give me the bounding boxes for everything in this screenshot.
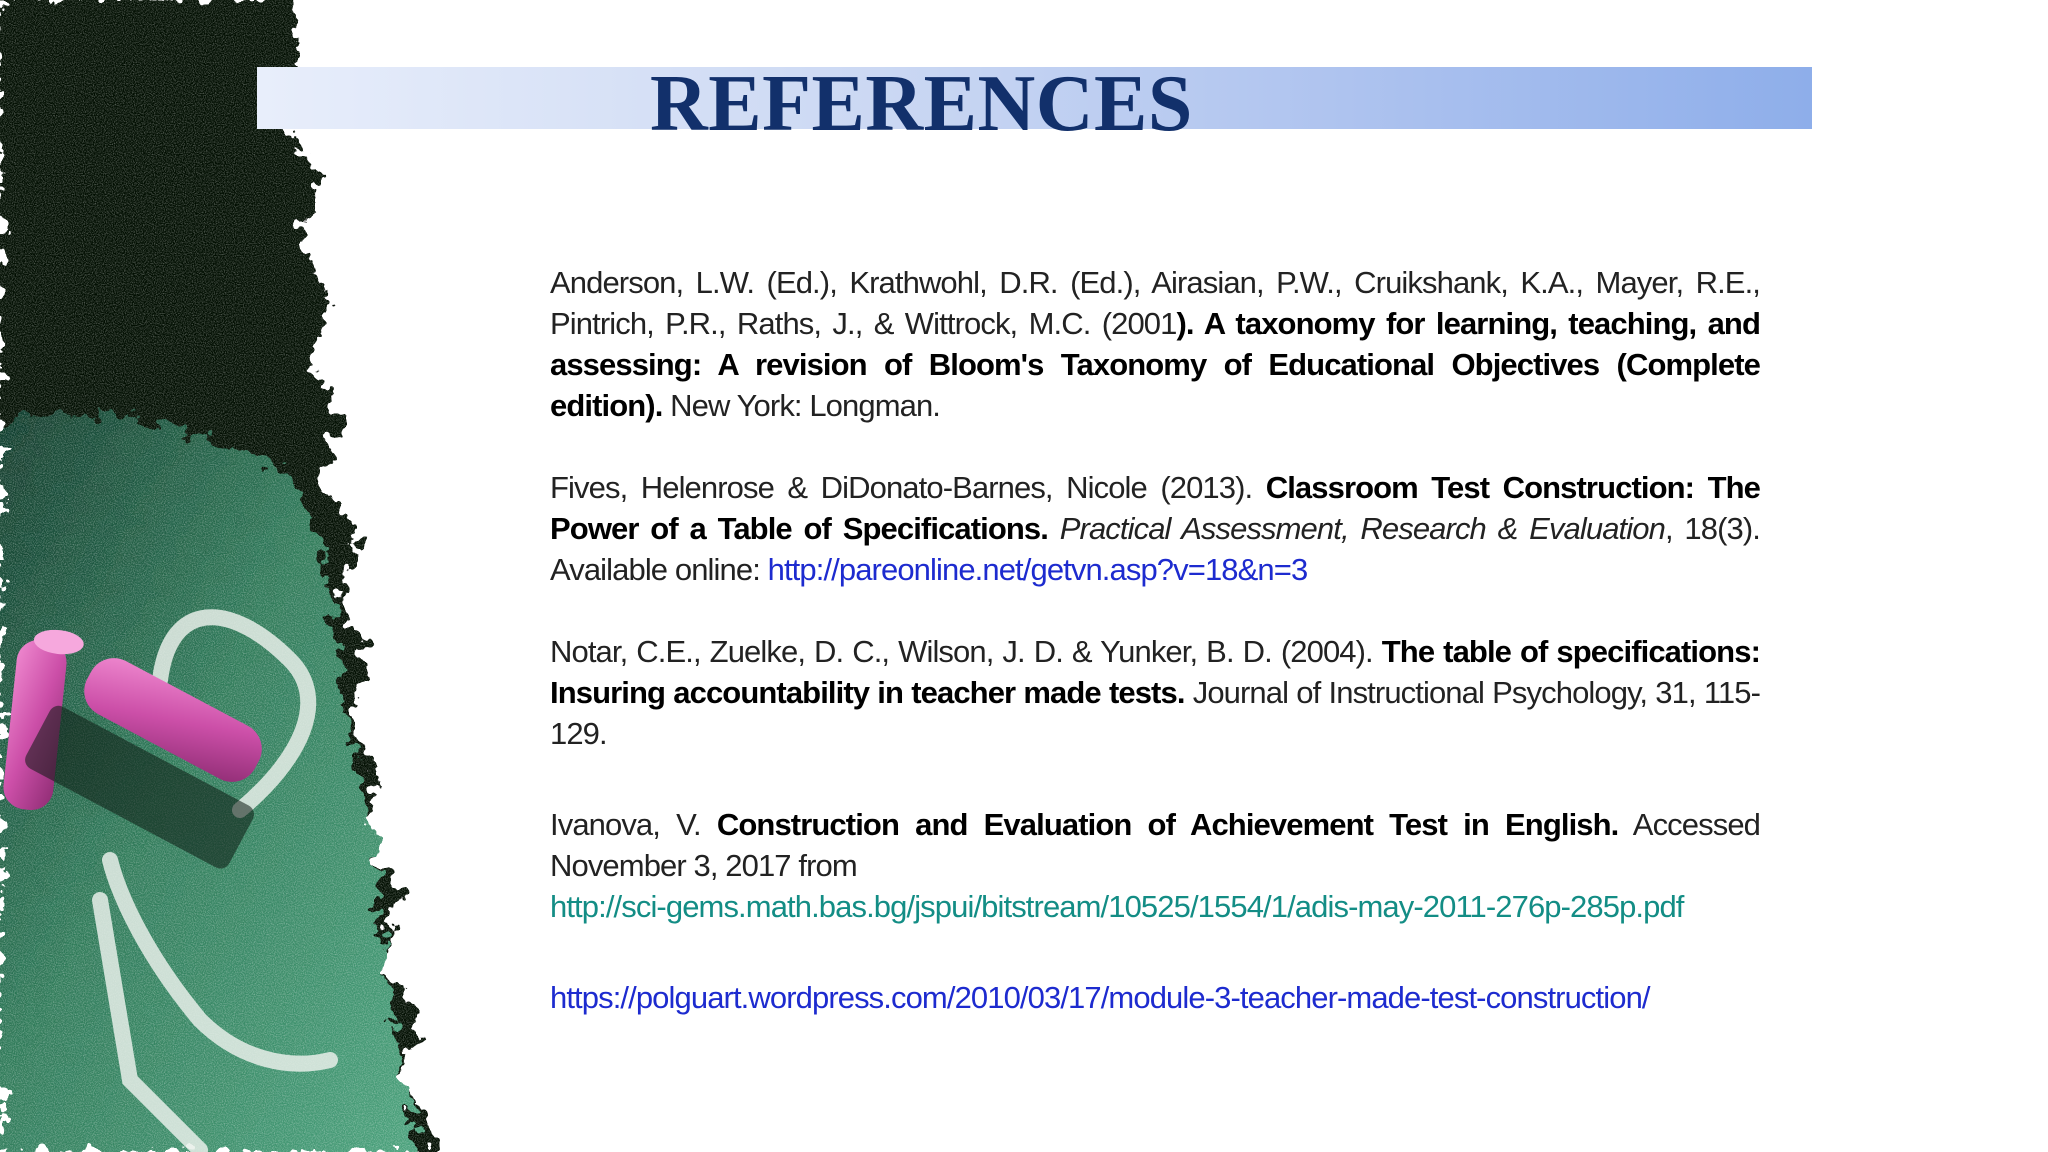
reference-item (550, 262, 1760, 426)
reference-publisher: New York: Longman. (662, 388, 941, 423)
reference-item (550, 804, 1760, 927)
chalkboard-chalk-image (0, 0, 520, 1152)
reference-authors: Ivanova, V. (550, 807, 717, 842)
reference-authors: Notar, C.E., Zuelke, D. C., Wilson, J. D. & Yunker, B. D. (2004). (550, 634, 1382, 669)
reference-details: Journal of Instructional Psychology, 31, 115-129. (550, 675, 1761, 751)
reference-details: Accessed November 3, 2017 from (550, 807, 1761, 883)
reference-title: Construction and Evaluation of Achievement Test in English. (716, 807, 1619, 842)
reference-authors: Anderson, L.W. (Ed.), Krathwohl, D.R. (Ed.), Airasian, P.W., Cruikshank, K.A., Mayer, R.E., Pintrich, P.R., Raths, J., & Wittrock, M.C. (2001 (550, 265, 1760, 341)
reference-authors: Fives, Helenrose & DiDonato-Barnes, Nicole (2013). (550, 470, 1266, 505)
reference-list (550, 262, 1760, 1018)
reference-title: The table of specifications: Insuring accountability in teacher made tests. (550, 634, 1760, 710)
reference-journal: Practical Assessment, Research & Evaluation (1059, 511, 1665, 546)
reference-item (550, 631, 1760, 754)
reference-link[interactable]: http://sci-gems.math.bas.bg/jspui/bitstream/10525/1554/1/adis-may-2011-276p-285p.pdf (550, 889, 1684, 924)
reference-item (550, 467, 1760, 590)
page-title: REFERENCES (650, 60, 1193, 148)
reference-title: ). A taxonomy for learning, teaching, and assessing: A revision of Bloom's Taxonomy of Educational Objectives (Complete edition). (550, 306, 1760, 423)
reference-link[interactable]: http://pareonline.net/getvn.asp?v=18&n=3 (767, 552, 1308, 587)
reference-link[interactable]: https://polguart.wordpress.com/2010/03/17/module-3-teacher-made-test-construction/ (550, 980, 1650, 1015)
reference-item (550, 977, 1760, 1018)
reference-details: , 18(3). Available online: (550, 511, 1760, 587)
reference-title: Classroom Test Construction: The Power of a Table of Specifications. (550, 470, 1760, 546)
